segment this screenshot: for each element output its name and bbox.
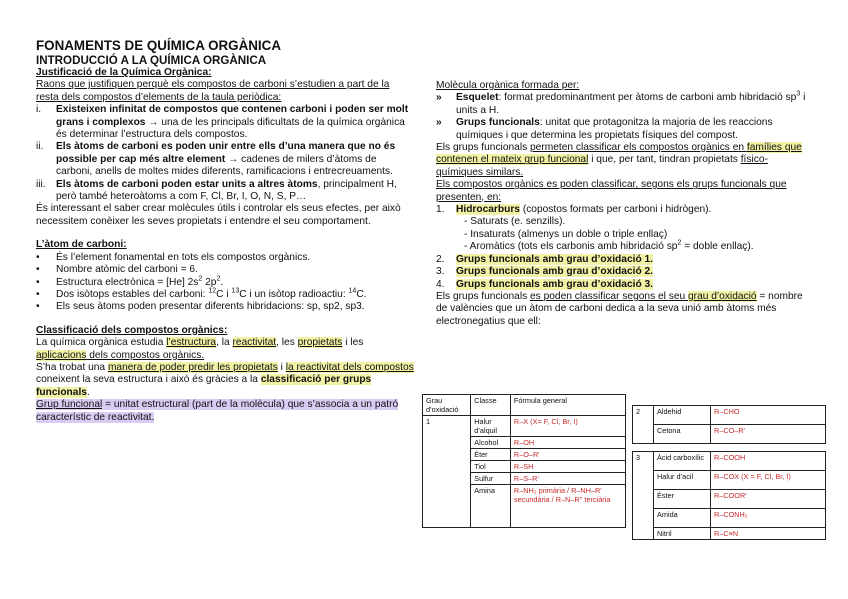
reason-marker: i. (36, 104, 42, 116)
table-row: Amina R–NH₂ primària / R–NH–R' secundària / R–N–R'' terciària (423, 485, 626, 528)
reason-bold: Existeixen infinitat de compostos que contenen carboni i poden ser molt grans i complexos (56, 104, 409, 128)
table-row: 3 Àcid carboxílic R–COOH (633, 452, 826, 471)
atom-heading: L’àtom de carboni: (36, 239, 127, 251)
hydrocarbon-sub-item: - Insaturats (almenys un doble o triple enllaç) (464, 228, 668, 240)
interest-paragraph: És interessant el saber crear molècules útils i controlar els seus efectes, per això necessitem conèixer les seves propietats i entendre el seu comportament. (36, 203, 401, 227)
atom-bullet: • Els seus àtoms poden presentar diferents hibridacions: sp, sp2, sp3. (36, 301, 365, 313)
functional-group-definition: Grup funcional = unitat estructural (part de la molècula) que s’associa a un patró característic de reactivitat. (36, 399, 399, 423)
table-row: Èter R–O–R' (423, 449, 626, 461)
justification-heading: Justificació de la Química Orgànica: (36, 67, 212, 78)
molecule-heading: Molècula orgànica formada per: (436, 80, 580, 91)
arrow-bullet-icon: » (436, 117, 442, 129)
reason-bold: Els àtoms de carboni es poden unir entre ells d’una manera que no és possible per cap més altre element (56, 141, 396, 165)
table-row: 1 Halur d’alquil R–X (X= F, Cl, Br, I) (423, 416, 626, 437)
bullet-icon: • (36, 276, 40, 288)
section-subtitle: INTRODUCCIÓ A LA QUÍMICA ORGÀNICA (36, 54, 267, 67)
table-row: Amida R–CONH₂ (633, 509, 826, 528)
functional-groups-paragraph: Els grups funcionals permeten classificar els compostos orgànics en famílies que contenen el mateix grup funcional i que, per tant, tindran propietats físico-químiques similars. (436, 142, 802, 178)
column-header: Grau d’oxidació (423, 395, 471, 416)
table-row: Èster R–COOR' (633, 490, 826, 509)
oxidation-grade-paragraph: Els grups funcionals es poden classificar segons el seu grau d’oxidació = nombre de valències que un àtom de carboni dedica a la seva unió amb àtoms més electronegatius que ell: (436, 290, 803, 327)
reason-item (36, 179, 414, 204)
classify-heading: Els compostos orgànics es poden classificar, segons els grups funcionals que presenten, en: (436, 179, 787, 203)
classification-heading: Classificació dels compostos orgànics: (36, 324, 228, 336)
bullet-icon: • (36, 264, 40, 276)
reason-item (36, 104, 414, 141)
grade-cell: 2 (633, 406, 654, 444)
classification-list-item: 3. Grups funcionals amb grau d’oxidació 2. (436, 266, 653, 278)
atom-bullet: • Dos isòtops estables del carboni: $^{12}$C i $^{13}$C i un isòtop radioactiu: $^{14}$C. (36, 287, 367, 300)
bullet-icon: • (36, 301, 40, 313)
oxidation-grade-3-table (632, 451, 826, 540)
grade-cell: 3 (633, 452, 654, 540)
classification-paragraph-2: S’ha trobat una manera de poder predir les propietats i la reactivitat dels compostos coneixent la seva estructura i això és gràcies a la classificació per grups funcionals. (36, 361, 414, 398)
atom-bullet: • És l’element fonamental en tots els compostos orgànics. (36, 251, 311, 263)
classification-paragraph-1: La química orgànica estudia l’estructura, la reactivitat, les propietats i les aplicacions dels compostos orgànics. (36, 337, 364, 361)
classification-list-item: 1. Hidrocarburs (copostos formats per carboni i hidrògen). (436, 204, 712, 216)
table-row: Tiol R–SH (423, 461, 626, 473)
reason-text: → cadenes de milers d’àtoms de carboni, anells de moltes mides diferents, ramificacions i entrecreuaments. (56, 153, 393, 178)
table-row: Nitril R–C≡N (633, 528, 826, 540)
table-row: 2 Aldehid R–CHO (633, 406, 826, 425)
hydrocarbon-sub-item: - Aromàtics (tots els carbonis amb hibridació $sp^2$ = doble enllaç). (464, 239, 754, 253)
reason-marker: ii. (36, 141, 44, 153)
justification-intro: Raons que justifiquen perquè els compostos de carboni s’estudien a part de la resta dels compostos d’elements de la taula periòdica: (36, 79, 390, 103)
left-column (36, 38, 414, 424)
reason-text: , principalment H, però també heteroàtoms a com F, Cl, Br, I, O, N, S, P… (56, 178, 397, 203)
hydrocarbon-sub-item: - Saturats (e. senzills). (464, 216, 566, 228)
bullet-icon: • (36, 288, 40, 300)
table-row: Alcohol R–OH (423, 437, 626, 449)
table-row: Cetona R–CO–R' (633, 425, 826, 444)
molecule-item: » Esquelet: format predominantment per àtoms de carboni amb hibridació $sp^3$ i units a H. (436, 91, 806, 116)
page-title: FONAMENTS DE QUÍMICA ORGÀNICA (36, 38, 281, 53)
grade-cell: 1 (423, 416, 471, 528)
table-row: Halur d’acil R–COX (X = F, Cl, Br, I) (633, 471, 826, 490)
column-header: Classe (471, 395, 511, 416)
column-header: Fórmula general (510, 395, 625, 416)
oxidation-grade-2-table (632, 405, 826, 444)
classification-list-item: 2. Grups funcionals amb grau d’oxidació 1. (436, 253, 653, 265)
molecule-item: » Grups funcionals: unitat que protagonitza la majoria de les reaccions químiques i que determina les propietats físiques del compost. (436, 117, 773, 141)
atom-bullet: • Estructura electrònica = [He] $2s^2$ $2p^2$. (36, 275, 224, 288)
reason-bold: Els àtoms de carboni poden estar units a altres àtoms (56, 178, 318, 190)
reason-marker: iii. (36, 178, 46, 190)
arrow-bullet-icon: » (436, 92, 442, 104)
bullet-icon: • (36, 251, 40, 263)
reason-item (36, 141, 414, 178)
oxidation-grade-1-table (422, 394, 626, 528)
classification-list-item: 4. Grups funcionals amb grau d’oxidació 3. (436, 278, 653, 290)
right-column (436, 80, 814, 328)
reason-text: → una de les principals dificultats de la química orgànica és determinar l’estructura dels compostos. (56, 116, 405, 141)
atom-bullet: • Nombre atòmic del carboni = 6. (36, 264, 198, 276)
table-row: Sulfur R–S–R' (423, 473, 626, 485)
